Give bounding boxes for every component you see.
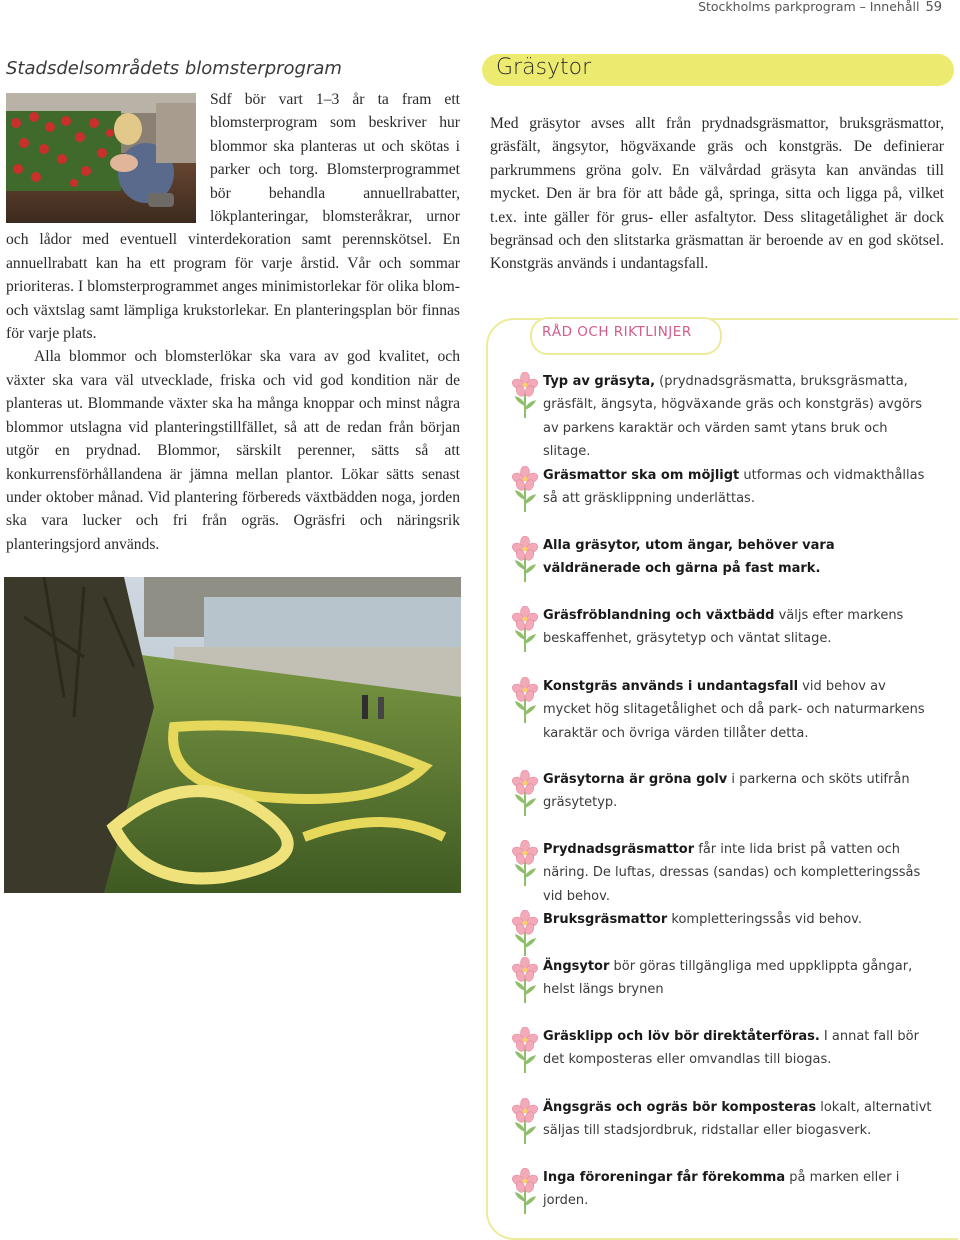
rad-item-body: utformas och vidmakthållas så att gräsklippning underlättas. [543, 468, 925, 507]
left-paragraph-1: Sdf bör vart 1–3 år ta fram ett blomsterprogram som beskriver hur blommor ska planteras ut och skötas i parker och torg. Blomsterprogrammet bör behandla annuellrabatter, lökplanteringar, blomsteråkrar, urnor och lådor med eventuell vinterdekoration samt perennskötsel. En annuellrabatt kan ha ett program för varje årstid. Vår och sommar prioriteras. I blomsterprogrammet anges minimistorlekar för olika blom- och växtslag samt lämpliga krukstorlekar. En planteringsplan bör finnas för varje plats. [6, 91, 460, 343]
pink-flower-icon [512, 840, 538, 888]
rad-item-text [543, 370, 932, 464]
rad-item-text [543, 534, 932, 581]
rad-item [512, 534, 932, 581]
rad-title: RÅD OCH RIKTLINJER [542, 324, 692, 340]
rad-item-text [543, 1025, 932, 1072]
pink-flower-icon [512, 466, 538, 514]
rad-item-text [543, 604, 932, 651]
pink-flower-icon [512, 1168, 538, 1216]
rad-item-lead: Gräsklipp och löv bör direktåterföras. [543, 1029, 820, 1044]
rad-item-text [543, 464, 932, 511]
rad-item [512, 1025, 932, 1072]
rad-item-text [543, 768, 932, 815]
rad-item [512, 604, 932, 651]
rad-item [512, 908, 932, 931]
rad-item-lead: Gräsytorna är gröna golv [543, 772, 728, 787]
pink-flower-icon [512, 1027, 538, 1075]
rad-item [512, 838, 932, 908]
rad-item-lead: Gräsfröblandning och växtbädd [543, 608, 775, 623]
pink-flower-icon [512, 606, 538, 654]
grasytor-paragraph: Med gräsytor avses allt från prydnadsgräsmattor, bruksgräsmattor, gräsfält, ängsytor, högväxande gräs och konstgräs. De definierar parkrummens gröna golv. En välvårdad gräsyta kan användas till mycket. Den är bra för att både gå, springa, sitta och ligga på, vilket t.ex. inte gäller för grus- eller asfaltytor. Dess slitagetålighet är dock begränsad och den slitstarka gräsmattan är beroende av en god skötsel. Konstgräs används i undantagsfall. [490, 115, 944, 273]
rad-item-text [543, 1096, 932, 1143]
rad-item-lead: Alla gräsytor, utom ängar, behöver vara väldränerade och gärna på fast mark. [543, 538, 835, 577]
rad-item-text [543, 675, 932, 745]
rad-item-body: väljs efter markens beskaffenhet, gräsytetyp och väntat slitage. [543, 608, 904, 647]
left-section-title: Stadsdelsområdets blomsterprogram [6, 58, 342, 79]
rad-item [512, 675, 932, 745]
rad-item-body: bör göras tillgängliga med uppklippta gångar, helst längs brynen [543, 959, 913, 998]
rad-item [512, 1166, 932, 1213]
rad-item [512, 955, 932, 1002]
rad-item [512, 768, 932, 815]
rad-item-lead: Ängsgräs och ogräs bör komposteras [543, 1100, 817, 1115]
rad-item [512, 370, 932, 464]
rad-item-lead: Inga föroreningar får förekomma [543, 1170, 786, 1185]
photo-park-flowerbed-image [4, 577, 461, 893]
pink-flower-icon [512, 1098, 538, 1146]
pink-flower-icon [512, 910, 538, 958]
rad-item-lead: Gräsmattor ska om möjligt [543, 468, 740, 483]
grasytor-body-text [490, 112, 944, 276]
pink-flower-icon [512, 536, 538, 584]
rad-item-body: I annat fall bör det komposteras eller omvandlas till biogas. [543, 1029, 919, 1068]
rad-item-lead: Ängsytor [543, 959, 610, 974]
rad-item-text [543, 838, 932, 908]
pink-flower-icon [512, 677, 538, 725]
rad-item-body: vid behov av mycket hög slitagetålighet och då park- och naturmarkens karaktär och övriga värden tillåter detta. [543, 679, 925, 741]
rad-item-body: kompletteringssås vid behov. [667, 912, 862, 927]
rad-item-text [543, 955, 932, 1002]
left-paragraph-2: Alla blommor och blomsterlökar ska vara av god kvalitet, och växter ska vara väl utvecklade, friska och vid god kondition när de planteras ut. Blommande växter ska ha många knoppar och minst några blommor utslagna vid planteringstillfället, så att de redan från början utgör en prydnad. Blommor, särskilt perenner, sätts så att konkurrensförhållandena är jämna mellan plantor. Lökar sätts senast under oktober månad. Vid plantering förbereds växtbädden noga, jorden ska vara lucker och fri från ogräs. Ogräsfri och näringsrik planteringsjord används. [6, 348, 460, 553]
grasytor-title: Gräsytor [496, 55, 592, 80]
rad-item-body: får inte lida brist på vatten och näring. De luftas, dressas (sandas) och kompletteringssås vid behov. [543, 842, 921, 904]
rad-item-lead: Typ av gräsyta, [543, 374, 656, 389]
rad-item-body: på marken eller i jorden. [543, 1170, 900, 1209]
rad-item-text [543, 908, 932, 931]
pink-flower-icon [512, 372, 538, 420]
photo-park-flowerbed [4, 577, 461, 893]
photo-woman-planting-image [6, 93, 196, 223]
rad-item-body: i parkerna och sköts utifrån gräsytetyp. [543, 772, 910, 811]
rad-item [512, 464, 932, 511]
photo-woman-planting [6, 93, 196, 223]
rad-item-text [543, 1166, 932, 1213]
header-publication: Stockholms parkprogram [698, 0, 856, 14]
pink-flower-icon [512, 957, 538, 1005]
rad-item-body: lokalt, alternativt säljas till stadsjordbruk, ridstallar eller biogasverk. [543, 1100, 932, 1139]
rad-item-lead: Prydnadsgräsmattor [543, 842, 695, 857]
header-section: Innehåll [869, 0, 920, 14]
pink-flower-icon [512, 770, 538, 818]
rad-item-body: (prydnadsgräsmatta, bruksgräsmatta, gräsfält, ängsyta, högväxande gräs och konstgräs) avgörs av parkens karaktär och värden samt ytans bruk och slitage. [543, 374, 923, 460]
page-number: 59 [925, 0, 942, 15]
rad-item-lead: Konstgräs används i undantagsfall [543, 679, 799, 694]
rad-item [512, 1096, 932, 1143]
rad-item-lead: Bruksgräsmattor [543, 912, 668, 927]
page-header: Stockholms parkprogram – Innehåll 59 [698, 0, 942, 15]
